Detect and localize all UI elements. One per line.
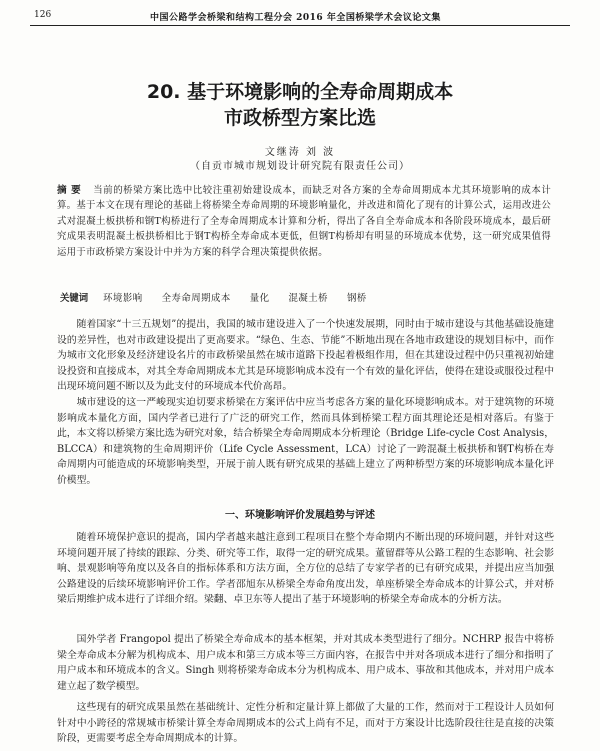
keyword: 混凝土桥: [288, 293, 329, 304]
keyword: 全寿命周期成本: [161, 293, 231, 304]
section-heading: 一、环境影响评价发展趋势与评述: [225, 510, 375, 521]
paper-title-line2: 市政桥型方案比选: [223, 107, 376, 129]
abstract-label: 摘 要: [57, 185, 82, 196]
keyword: 钢桥: [347, 293, 367, 304]
body-paragraph: 城市建设的这一严峻现实迫切要求桥梁在方案评估中应当考虑各方案的量化环境影响成本。对于建筑物的环境影响成本量化方面，国内学者已进行了广泛的研究工作，然而具体到桥梁工程方面其理论还是相对落后。有鉴于此，本文将以桥梁方案比选为研究对象，结合桥梁全寿命周期成本分析理论（Bridge Life-cycle Cost Analysis，BLCCA）和建筑物的生命周期评价（Life Cycle Assessment，LCA）讨论了一跨混凝土板拱桥和钢T构桥在寿命周期内可能造成的环境影响类型，开展于前人既有研究成果的基础上建立了两种桥型方案的环境影响成本量化评价模型。: [57, 397, 554, 486]
body-paragraph: 国外学者 Frangopol 提出了桥梁全寿命成本的基本框架，并对其成本类型进行了细分。NCHRP 报告中将桥梁全寿命成本分解为机构成本、用户成本和第三方成本等三方面内容，在报告中并对各项成本进行了细分和指明了用户成本和环境成本的含义。Singh 则将桥梁寿命成本分为机构成本、用户成本、事故和其他成本，并对用户成本建立起了数学模型。: [57, 634, 554, 692]
keyword: 环境影响: [103, 293, 143, 304]
header-rule: [30, 25, 570, 26]
affiliation: （自贡市城市规划设计研究院有限责任公司）: [190, 161, 410, 172]
keywords: [60, 290, 383, 304]
abstract: [57, 183, 551, 260]
page-number: 126: [34, 10, 52, 20]
authors: 文继涛 刘 波: [264, 147, 336, 158]
running-header: [30, 8, 570, 24]
paper-title-line1: 20. 基于环境影响的全寿命周期成本: [146, 81, 454, 103]
body-paragraph: 这些现有的研究成果虽然在基础统计、定性分析和定量计算上都做了大量的工作，然而对于工程设计人员如何针对中小跨径的常规城市桥梁计算全寿命周期成本的公式上尚有不足，而对于方案设计比选阶段往往是直接的决策阶段，更需要考虑全寿命周期成本的计算。: [57, 702, 554, 745]
body-paragraph: 随着环境保护意识的提高，国内学者越来越注意到工程项目在整个寿命期内不断出现的环境问题，并针对这些环境问题开展了持续的跟踪、分类、研究等工作，取得一定的研究成果。董留群等从公路工程的生态影响、社会影响、景观影响等角度以及各自的指标体系和方法方面，全方位的总结了专家学者的已有研究成果，并提出应当加强公路建设的后续环境影响评价工作。学者邵旭东从桥梁全寿命角度出发，单座桥梁全寿命成本的计算公式，并对桥梁后期维护成本进行了详细介绍。梁翻、卓卫东等人提出了基于环境影响的桥梁全寿命成本的分析方法。: [57, 532, 554, 606]
running-title: 中国公路学会桥梁和结构工程分会 2016 年全国桥梁学术会议论文集: [150, 13, 441, 23]
body-paragraph: 随着国家“十三五规划”的提出，我国的城市建设进入了一个快速发展期，同时由于城市建设与其他基础设施建设的差异性，也对市政建设提出了更高要求。“绿色、生态、节能”不断地出现在各地市政建设的规划目标中，而作为城市文化形象及经济建设名片的市政桥梁虽然在城市道路下投起着极组作用，但在其建设过程中仍只重视初始建设投资和直接成本，对其全寿命周期成本尤其是环境影响成本没有一个有效的量化评估，使得在建设或服役过程中出现环境问题不断以及为此支付的环境成本代价高昂。: [57, 319, 554, 393]
abstract-text: 当前的桥梁方案比选中比较注重初始建设成本，而缺乏对各方案的全寿命周期成本尤其环境影响的成本计算。基于本文在现有理论的基础上将桥梁全寿命周期的环境影响量化，并改进和简化了现有的计算公式，运用改进公式对混凝土板拱桥和钢T构桥进行了全寿命周期成本计算和分析，得出了各自全寿命成本和各阶段环境成本，最后研究成果表明混凝土板拱桥相比于钢T构桥全寿命成本更低，但钢T构桥却有明显的环境成本优势，这一研究成果值得运用于市政桥梁方案设计中并为方案的科学合理决策提供依据。: [57, 185, 551, 258]
keyword: 量化: [249, 293, 270, 304]
keywords-label: 关键词: [60, 293, 89, 304]
